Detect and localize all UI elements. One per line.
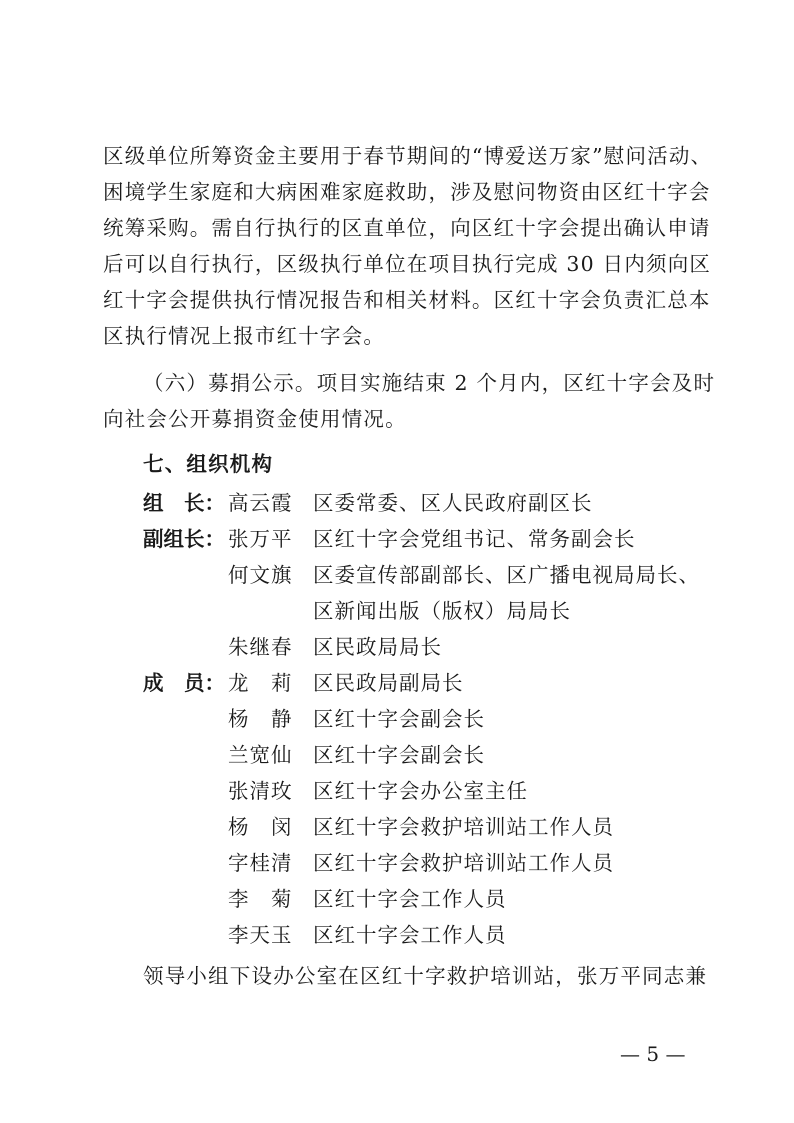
member-name: 字桂清	[228, 851, 293, 875]
role-label: 组 长：	[143, 491, 225, 515]
paragraph-line: 红十字会提供执行情况报告和相关材料。区红十字会负责汇总本	[103, 288, 711, 312]
paragraph-line: 后可以自行执行，区级执行单位在项目执行完成 30 日内须向区	[103, 252, 712, 276]
member-title: 区红十字会救护培训站工作人员	[313, 815, 614, 839]
paragraph-line: 统筹采购。需自行执行的区直单位，向区红十字会提出确认申请	[103, 216, 711, 240]
member-name: 李天玉	[228, 923, 293, 947]
member-title: 区红十字会副会长	[313, 743, 485, 767]
member-title: 区红十字会工作人员	[313, 923, 507, 947]
paragraph-line: 区执行情况上报市红十字会。	[103, 324, 386, 348]
member-name: 兰宽仙	[228, 743, 293, 767]
member-title: 区红十字会救护培训站工作人员	[313, 851, 614, 875]
member-title: 区红十字会党组书记、常务副会长	[313, 527, 636, 551]
paragraph-line: 领导小组下设办公室在区红十字救护培训站，张万平同志兼	[143, 964, 708, 988]
member-title: 区民政局副局长	[313, 671, 464, 695]
role-label: 副组长：	[143, 527, 225, 551]
paragraph-line: 向社会公开募捐资金使用情况。	[103, 407, 407, 431]
member-title: 区红十字会副会长	[313, 707, 485, 731]
paragraph-line: 困境学生家庭和大病困难家庭救助，涉及慰问物资由区红十字会	[103, 180, 711, 204]
member-title: 区红十字会工作人员	[313, 887, 507, 911]
member-name: 何文旗	[228, 563, 293, 587]
role-label: 成 员：	[143, 671, 225, 695]
member-title: 区红十字会办公室主任	[313, 779, 528, 803]
member-name: 杨 静	[228, 707, 293, 731]
member-name: 张万平	[228, 527, 293, 551]
member-title: 区委宣传部副部长、区广播电视局局长、	[313, 563, 700, 587]
page-number: — 5 —	[620, 1042, 686, 1066]
member-name: 张清玫	[228, 779, 293, 803]
member-title: 区新闻出版（版权）局局长	[313, 599, 571, 623]
section-heading: 七、组织机构	[143, 452, 274, 476]
member-name: 杨 闵	[228, 815, 293, 839]
paragraph-line: （六）募捐公示。项目实施结束 2 个月内，区红十字会及时	[143, 371, 716, 395]
member-name: 朱继春	[228, 635, 293, 659]
paragraph-line: 区级单位所筹资金主要用于春节期间的“博爱送万家”慰问活动、	[103, 144, 713, 168]
member-title: 区委常委、区人民政府副区长	[313, 491, 593, 515]
member-title: 区民政局局长	[313, 635, 442, 659]
member-name: 龙 莉	[228, 671, 293, 695]
member-name: 李 菊	[228, 887, 293, 911]
member-name: 高云霞	[228, 491, 293, 515]
